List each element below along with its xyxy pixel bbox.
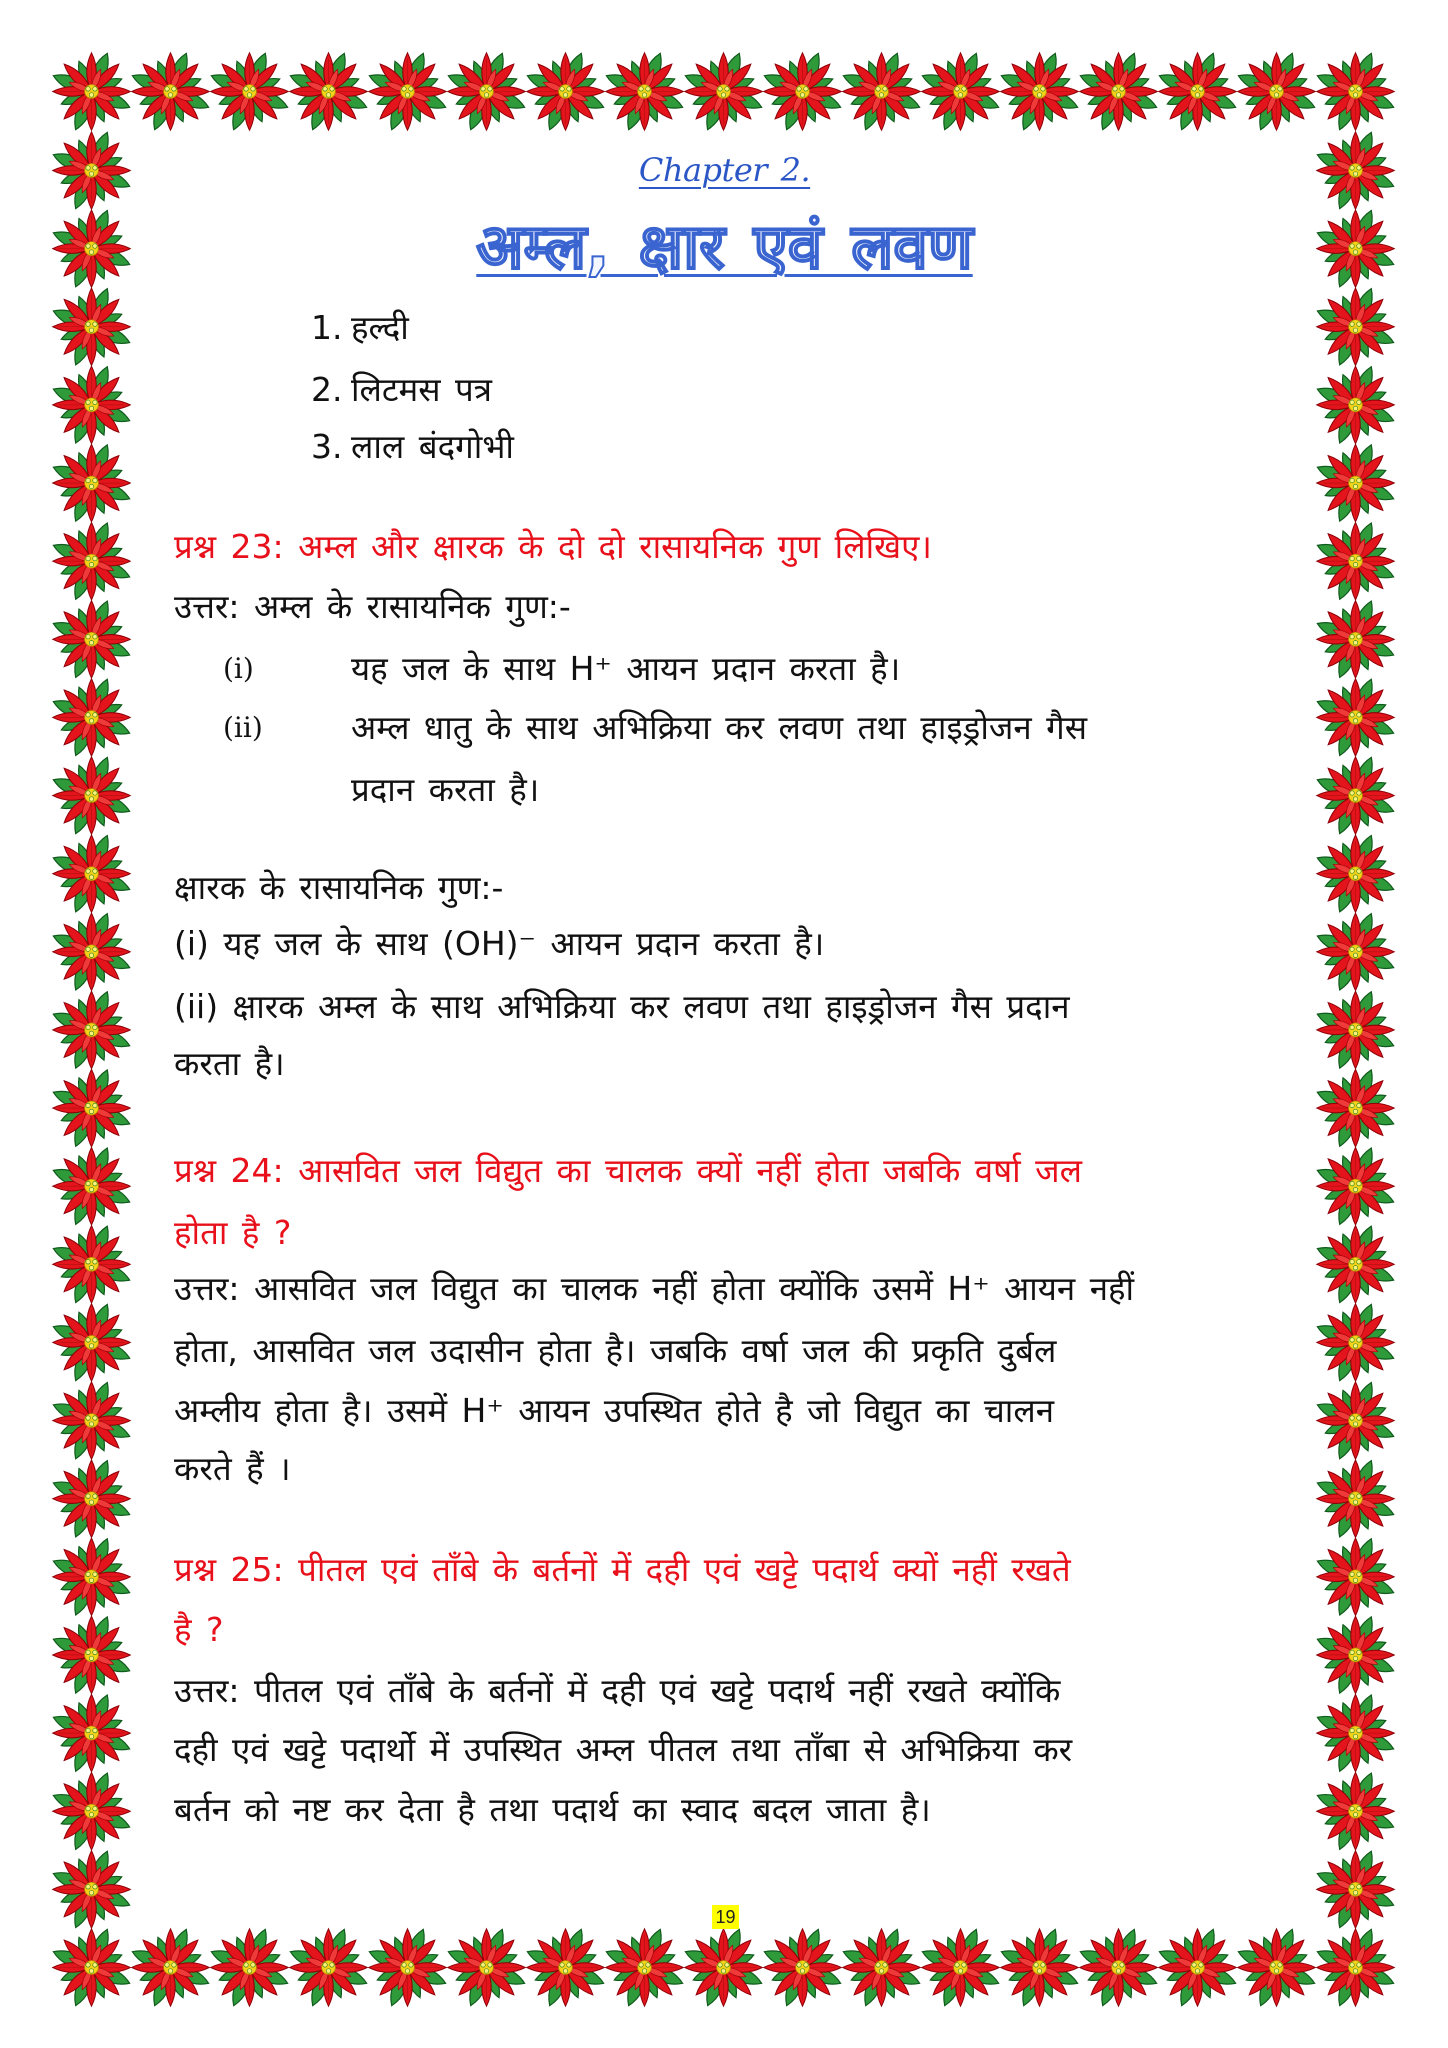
poinsettia-flower-icon	[51, 1067, 132, 1148]
poinsettia-flower-icon	[51, 1458, 132, 1539]
poinsettia-flower-icon	[683, 51, 764, 132]
base-point-line: (ii) क्षारक अम्ल के साथ अभिक्रिया कर लवण तथा हाइड्रोजन गैस प्रदान	[174, 987, 1070, 1026]
poinsettia-flower-icon	[1315, 1927, 1396, 2008]
poinsettia-flower-icon	[1078, 51, 1159, 132]
base-properties-heading: क्षारक के रासायनिक गुण:-	[174, 868, 504, 907]
poinsettia-flower-icon	[51, 989, 132, 1070]
poinsettia-flower-icon	[51, 1614, 132, 1695]
poinsettia-flower-icon	[1236, 1927, 1317, 2008]
poinsettia-flower-icon	[51, 911, 132, 992]
poinsettia-flower-icon	[51, 755, 132, 836]
poinsettia-flower-icon	[1157, 1927, 1238, 2008]
poinsettia-flower-icon	[1315, 286, 1396, 367]
question-25-line: प्रश्न 25: पीतल एवं ताँबे के बर्तनों में दही एवं खट्टे पदार्थ क्यों नहीं रखते	[174, 1550, 1071, 1589]
poinsettia-flower-icon	[209, 1927, 290, 2008]
poinsettia-flower-icon	[51, 208, 132, 289]
poinsettia-flower-icon	[1236, 51, 1317, 132]
list-item: हल्दी	[351, 308, 409, 347]
poinsettia-flower-icon	[1078, 1927, 1159, 2008]
answer-24-line: उत्तर: आसवित जल विद्युत का चालक नहीं होता क्योंकि उसमें H⁺ आयन नहीं	[174, 1269, 1135, 1308]
poinsettia-flower-icon	[51, 1927, 132, 2008]
poinsettia-flower-icon	[51, 1146, 132, 1227]
poinsettia-flower-icon	[51, 51, 132, 132]
base-point-line: करता है।	[174, 1044, 285, 1083]
poinsettia-flower-icon	[1315, 1067, 1396, 1148]
poinsettia-flower-icon	[762, 51, 843, 132]
poinsettia-flower-icon	[1315, 1849, 1396, 1930]
acid-point-line: अम्ल धातु के साथ अभिक्रिया कर लवण तथा हाइड्रोजन गैस	[351, 708, 1088, 747]
page-number: 19	[712, 1905, 739, 1929]
poinsettia-flower-icon	[525, 51, 606, 132]
question-24-line: होता है ?	[174, 1213, 292, 1252]
poinsettia-flower-icon	[51, 364, 132, 445]
acid-point-line: प्रदान करता है।	[351, 770, 540, 809]
poinsettia-flower-icon	[841, 1927, 922, 2008]
answer-24-line: अम्लीय होता है। उसमें H⁺ आयन उपस्थित होते है जो विद्युत का चालन	[174, 1391, 1055, 1430]
poinsettia-flower-icon	[1315, 1693, 1396, 1774]
poinsettia-flower-icon	[1315, 755, 1396, 836]
poinsettia-flower-icon	[446, 1927, 527, 2008]
poinsettia-flower-icon	[999, 1927, 1080, 2008]
poinsettia-flower-icon	[51, 521, 132, 602]
poinsettia-flower-icon	[1315, 1458, 1396, 1539]
poinsettia-flower-icon	[446, 51, 527, 132]
question-24-line: प्रश्न 24: आसवित जल विद्युत का चालक क्यों नहीं होता जबकि वर्षा जल	[174, 1151, 1083, 1190]
poinsettia-flower-icon	[367, 51, 448, 132]
poinsettia-flower-icon	[51, 677, 132, 758]
poinsettia-flower-icon	[51, 1536, 132, 1617]
base-point-line: (i) यह जल के साथ (OH)⁻ आयन प्रदान करता है।	[174, 924, 825, 963]
answer-24-line: होता, आसवित जल उदासीन होता है। जबकि वर्षा जल की प्रकृति दुर्बल	[174, 1331, 1057, 1370]
poinsettia-flower-icon	[1315, 989, 1396, 1070]
poinsettia-flower-icon	[1315, 442, 1396, 523]
poinsettia-flower-icon	[841, 51, 922, 132]
chapter-label: Chapter 2.	[638, 151, 811, 189]
poinsettia-flower-icon	[604, 1927, 685, 2008]
poinsettia-flower-icon	[51, 1693, 132, 1774]
list-item-number: 2.	[311, 370, 343, 409]
list-item: लाल बंदगोभी	[351, 427, 514, 466]
poinsettia-flower-icon	[130, 51, 211, 132]
list-item: लिटमस पत्र	[351, 370, 493, 409]
question-23: प्रश्न 23: अम्ल और क्षारक के दो दो रासायनिक गुण लिखिए।	[174, 527, 932, 566]
list-item-number: 3.	[311, 427, 343, 466]
question-25-line: है ?	[174, 1610, 224, 1649]
poinsettia-flower-icon	[367, 1927, 448, 2008]
poinsettia-flower-icon	[604, 51, 685, 132]
poinsettia-flower-icon	[1315, 1224, 1396, 1305]
poinsettia-flower-icon	[1315, 130, 1396, 211]
poinsettia-flower-icon	[1315, 1771, 1396, 1852]
list-item-number: 1.	[311, 308, 343, 347]
poinsettia-flower-icon	[1315, 599, 1396, 680]
poinsettia-flower-icon	[51, 1849, 132, 1930]
poinsettia-flower-icon	[209, 51, 290, 132]
poinsettia-flower-icon	[762, 1927, 843, 2008]
poinsettia-flower-icon	[130, 1927, 211, 2008]
poinsettia-flower-icon	[525, 1927, 606, 2008]
poinsettia-flower-icon	[51, 286, 132, 367]
poinsettia-flower-icon	[1315, 1536, 1396, 1617]
poinsettia-flower-icon	[1315, 208, 1396, 289]
poinsettia-flower-icon	[51, 1224, 132, 1305]
poinsettia-flower-icon	[1315, 51, 1396, 132]
point-marker: (ii)	[223, 711, 263, 744]
chapter-title: अम्ल, क्षार एवं लवण	[476, 210, 973, 283]
poinsettia-flower-icon	[288, 1927, 369, 2008]
poinsettia-flower-icon	[1315, 833, 1396, 914]
poinsettia-flower-icon	[683, 1927, 764, 2008]
poinsettia-flower-icon	[288, 51, 369, 132]
acid-point-line: यह जल के साथ H⁺ आयन प्रदान करता है।	[351, 649, 901, 688]
poinsettia-flower-icon	[1315, 1614, 1396, 1695]
poinsettia-flower-icon	[51, 833, 132, 914]
poinsettia-flower-icon	[920, 51, 1001, 132]
poinsettia-flower-icon	[51, 599, 132, 680]
poinsettia-flower-icon	[1315, 911, 1396, 992]
poinsettia-flower-icon	[1315, 1302, 1396, 1383]
point-marker: (i)	[223, 652, 254, 685]
answer-24-line: करते हैं ।	[174, 1449, 291, 1488]
poinsettia-flower-icon	[1157, 51, 1238, 132]
poinsettia-flower-icon	[51, 1302, 132, 1383]
poinsettia-flower-icon	[1315, 364, 1396, 445]
poinsettia-flower-icon	[999, 51, 1080, 132]
answer-25-line: बर्तन को नष्ट कर देता है तथा पदार्थ का स्वाद बदल जाता है।	[174, 1790, 931, 1829]
answer-25-line: उत्तर: पीतल एवं ताँबे के बर्तनों में दही एवं खट्टे पदार्थ नहीं रखते क्योंकि	[174, 1671, 1061, 1710]
poinsettia-flower-icon	[51, 130, 132, 211]
poinsettia-flower-icon	[920, 1927, 1001, 2008]
poinsettia-flower-icon	[1315, 1146, 1396, 1227]
poinsettia-flower-icon	[51, 442, 132, 523]
acid-properties-heading: उत्तर: अम्ल के रासायनिक गुण:-	[174, 587, 571, 626]
poinsettia-flower-icon	[1315, 521, 1396, 602]
poinsettia-flower-icon	[51, 1771, 132, 1852]
answer-25-line: दही एवं खट्टे पदार्थो में उपस्थित अम्ल पीतल तथा ताँबा से अभिक्रिया कर	[174, 1730, 1073, 1769]
poinsettia-flower-icon	[51, 1380, 132, 1461]
poinsettia-flower-icon	[1315, 677, 1396, 758]
poinsettia-flower-icon	[1315, 1380, 1396, 1461]
